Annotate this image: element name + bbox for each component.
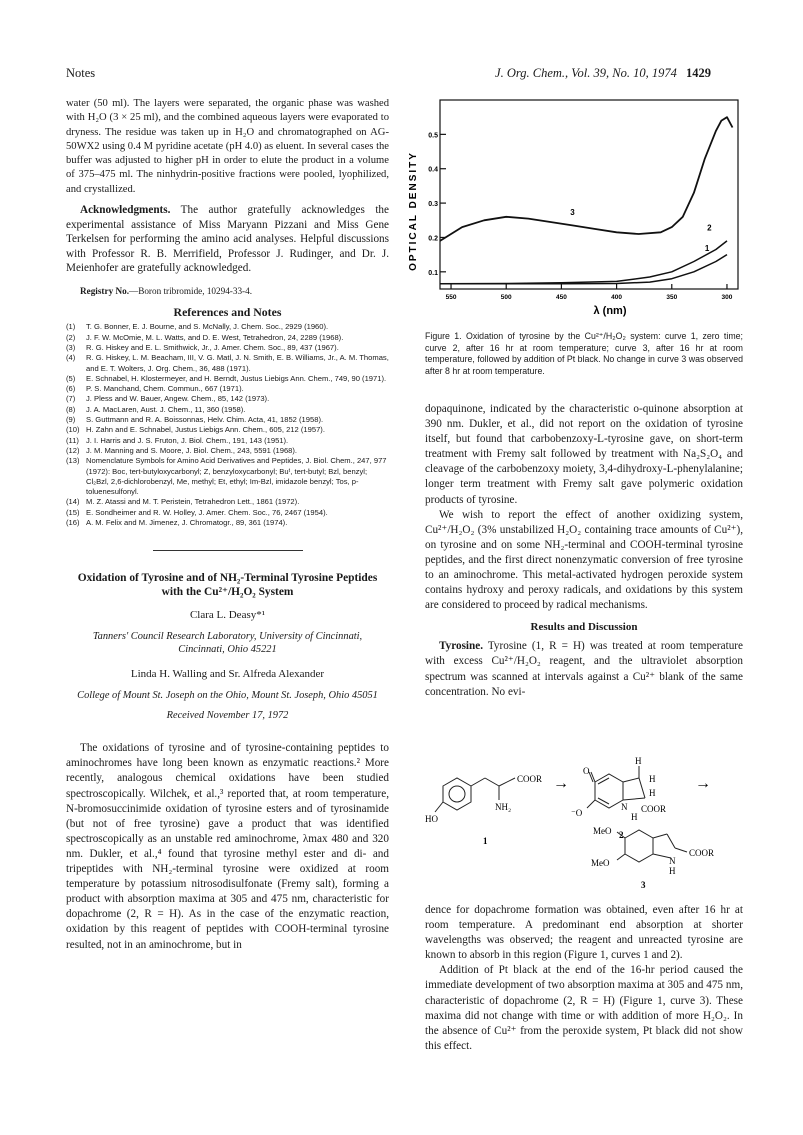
reference-text: P. S. Manchand, Chem. Commun., 667 (1971).	[86, 384, 244, 394]
reference-item	[66, 446, 389, 456]
reference-number: (9)	[66, 415, 76, 425]
curve-2-line	[440, 241, 727, 284]
compound-3-indole	[617, 830, 687, 862]
c1-nh2: NH₂	[495, 802, 512, 812]
reference-text: M. Z. Atassi and M. T. Peristein, Tetrahedron Lett., 1861 (1972).	[86, 497, 300, 507]
reference-number: (6)	[66, 384, 76, 394]
article-divider	[153, 550, 303, 551]
uv-spectrum-chart	[402, 96, 742, 324]
reference-text: Nomenclature Symbols for Amino Acid Derivatives and Peptides, J. Biol. Chem., 247, 977 (1972): Boc, tert-butyloxycarbonyl; Z, benzyloxycarbonyl; Buᵗ, tert-butyl; Bzl, benzyl; Cl₂Bzl, 2,6-dichlorobenzyl, Me, methyl; Et, ethyl; Im-Bzl, imidazole benzyl; Tos, p-toluenesulfonyl.	[86, 456, 387, 497]
tyrosine-text: Tyrosine (1, R = H) was treated at room temperature with excess Cu²⁺/H₂O₂ reagent, and the ultraviolet absorption spectrum was scanned at intervals against a Cu²⁺ blank of the same concentration. No evi-	[425, 640, 743, 698]
reference-number: (14)	[66, 497, 80, 507]
reference-text: J. Pless and W. Bauer, Angew. Chem., 85, 142 (1973).	[86, 394, 270, 404]
y-tick-label: 0.5	[428, 132, 438, 140]
reference-item	[66, 394, 389, 404]
curve-1-label: 1	[704, 244, 710, 254]
y-tick-label: 0.4	[428, 166, 438, 174]
reference-text: J. I. Harris and J. S. Fruton, J. Biol. Chem., 191, 143 (1951).	[86, 435, 289, 445]
c3-nh: H	[669, 866, 676, 876]
reference-item	[66, 333, 389, 343]
reference-number: (15)	[66, 507, 80, 517]
x-tick-label: 550	[445, 294, 457, 301]
registry-line	[66, 284, 389, 298]
reference-text: A. M. Felix and M. Jimenez, J. Chromatogr., 89, 361 (1974).	[86, 517, 288, 527]
reference-number: (8)	[66, 404, 76, 414]
author-secondary: Linda H. Walling and Sr. Alfreda Alexander	[130, 668, 325, 681]
reference-number: (5)	[66, 373, 76, 383]
c3-cooh: COOR	[689, 848, 715, 858]
reference-number: (4)	[66, 353, 76, 363]
tyrosine-paragraph	[425, 639, 743, 699]
reaction-scheme-structures	[425, 756, 743, 890]
reference-item	[66, 353, 389, 374]
reference-item	[66, 436, 389, 446]
reference-text: E. Schnabel, H. Klostermeyer, and H. Berndt, Justus Liebigs Ann. Chem., 749, 90 (1971).	[86, 373, 387, 383]
reference-item	[66, 456, 389, 497]
reference-item	[66, 343, 389, 353]
end-absorption-paragraph: dence for dopachrome formation was obtained, even after 16 hr at room temperature. A predominant end absorption at shorter wavelengths was observed; the reagent and unreacted tyrosine are known to absorb in this region (Figure 1, curves 1 and 2).	[425, 904, 743, 962]
reference-item	[66, 405, 389, 415]
reaction-arrow-2: →	[695, 775, 711, 792]
reference-item	[66, 415, 389, 425]
x-tick-label: 300	[721, 294, 733, 301]
c2-cooh: COOR	[641, 804, 667, 814]
y-tick-label: 0.3	[428, 201, 438, 209]
compound-1-number: 1	[483, 836, 488, 846]
compound-2-number: 2	[619, 830, 624, 840]
intro-paragraph: The oxidations of tyrosine and of tyrosine-containing peptides to aminochromes have long been known as enzymatic reactions.² More recently, analogous chemical oxidations have been studied spectroscopically. Wilchek, et al.,³ reported that, at room temperature, N-bromosuccinimide oxidation of tyrosine esters and of tyrosinamide (but not of free tyrosine) gave a product that was identified spectroscopically as an unstable red aminochrome, λmax 480 and 320 nm. Dukler, et al.,⁴ found that tyrosine methyl ester and di- and tripeptides with NH₂-terminal tyrosine were oxidized at room temperature by potassium nitrosodisulfonate (Fremy salt), forming a product with absorption maxima at 305 and 475 nm, characteristic for dopachrome (2, R = H). As in the case of the enzymatic reaction, oxidation by this reagent of peptides with COOH-terminal tyrosine resulted, not in an aminochrome, but in	[66, 742, 389, 951]
reference-item	[66, 497, 389, 507]
article-title: Oxidation of Tyrosine and of NH₂-Terminal Tyrosine Peptides with the Cu²⁺/H₂O₂ System	[77, 572, 378, 599]
reference-number: (3)	[66, 342, 76, 352]
experimental-end-paragraph: water (50 ml). The layers were separated, the organic phase was washed with H₂O (3 × 25 ml), and the combined aqueous layers were evaporated to dryness. The residue was taken up in H₂O and chromatographed on AG-50WX2 using 0.4 M pyridine acetate (pH 4.0) as eluent. In several cases the buffer was adjusted to higher pH in order to elute the product in a volume of 375–475 ml. The ninhydrin-positive fractions were pooled, lyophilized, and crystallized.	[66, 98, 390, 195]
reference-item	[66, 425, 389, 435]
compound-3-number: 3	[641, 880, 646, 890]
reference-item	[66, 508, 389, 518]
pt-black-paragraph: Addition of Pt black at the end of the 16-hr period caused the immediate development of two absorption maxima at 305 and 475 nm, characteristic of dopachrome (2, R = H) (Figure 1, curve 3). These maxima did not change with time or with addition of more H₂O₂. In the absence of Cu²⁺ from the peroxide system, Pt black did not show this effect.	[425, 964, 743, 1052]
curve-1-line	[440, 255, 727, 284]
reference-text: J. F. W. McOmie, M. L. Watts, and D. E. West, Tetrahedron, 24, 2289 (1968).	[86, 332, 344, 342]
c3-meo-bottom: MeO	[591, 858, 610, 868]
y-axis-label: OPTICAL DENSITY	[408, 151, 419, 271]
c1-cooh: COOR	[517, 774, 543, 784]
acknowledgments-text: The author gratefully acknowledges the experimental assistance of Miss Maryann Pizzani and Miss Gene Terkelsen for performing the amino acid analyses. Helpful discussions with Professor R. B. Merrifield, Professor J. Rudinger, and Dr. J. Meienhofer are gratefully acknowledged.	[66, 204, 389, 275]
reference-text: R. G. Hiskey, L. M. Beacham, III, V. G. Matl, J. N. Smith, E. B. Williams, Jr., A. M. Thomas, and E. T. Wolters, J. Org. Chem., 36, 488 (1971).	[86, 353, 389, 373]
acknowledgments-label: Acknowledgments.	[80, 204, 171, 217]
c3-meo-top: MeO	[593, 826, 612, 836]
x-tick-label: 350	[666, 294, 678, 301]
curve-2-label: 2	[707, 223, 712, 233]
reference-item	[66, 374, 389, 384]
reference-item	[66, 322, 389, 332]
reference-text: T. G. Bonner, E. J. Bourne, and S. McNally, J. Chem. Soc., 2929 (1960).	[86, 322, 329, 332]
page-number: 1429	[686, 66, 711, 80]
curve-3-label: 3	[570, 208, 575, 218]
reference-number: (1)	[66, 322, 76, 332]
left-column	[66, 97, 389, 953]
figure-caption: Figure 1. Oxidation of tyrosine by the Cu²⁺/H₂O₂ system: curve 1, zero time; curve 2, after 16 hr at room temperature; curve 3, after 16 hr at room temperature, followed by addition of Pt black. No change in curve 3 was observed after 8 hr at room temperature.	[425, 331, 743, 376]
c2-oxo: O	[583, 766, 590, 776]
tyrosine-label: Tyrosine.	[439, 640, 484, 653]
reference-number: (11)	[66, 435, 79, 445]
affiliation-secondary: College of Mount St. Joseph on the Ohio, Mount St. Joseph, Ohio 45051	[77, 690, 378, 702]
registry-text: —Boron tribromide, 10294-33-4.	[129, 286, 252, 297]
reference-text: S. Guttmann and R. A. Boissonnas, Helv. Chim. Acta, 41, 1852 (1958).	[86, 415, 324, 425]
c2-h-low: H	[649, 788, 656, 798]
registry-label: Registry No.	[80, 286, 129, 297]
reference-number: (16)	[66, 517, 80, 527]
x-tick-label: 400	[611, 294, 623, 301]
c1-ho: HO	[425, 814, 438, 824]
y-tick-label: 0.2	[428, 235, 438, 243]
references-heading: References and Notes	[173, 305, 282, 320]
reaction-arrow-1: →	[553, 775, 569, 792]
reaction-scheme	[425, 756, 743, 890]
reference-item	[66, 518, 389, 528]
reference-text: R. G. Hiskey and E. L. Smithwick, Jr., J. Amer. Chem. Soc., 89, 437 (1967).	[86, 342, 339, 352]
reference-item	[66, 384, 389, 394]
reference-text: J. A. MacLaren, Aust. J. Chem., 11, 360 (1958).	[86, 404, 246, 414]
results-heading: Results and Discussion	[530, 621, 638, 634]
references-list	[66, 322, 389, 528]
reference-number: (7)	[66, 394, 76, 404]
running-head-left: Notes	[66, 66, 96, 80]
reference-number: (12)	[66, 445, 80, 455]
affiliation-primary: Tanners' Council Research Laboratory, University of Cincinnati, Cincinnati, Ohio 45221	[92, 631, 363, 656]
reference-number: (2)	[66, 332, 76, 342]
acknowledgments-paragraph	[66, 203, 389, 276]
c2-h-top: H	[635, 756, 642, 766]
x-axis-label: λ (nm)	[593, 305, 627, 317]
x-tick-label: 450	[555, 294, 567, 301]
reference-text: E. Sondheimer and R. W. Holley, J. Amer. Chem. Soc., 76, 2467 (1954).	[86, 507, 328, 517]
running-head-journal	[495, 66, 711, 81]
received-date: Received November 17, 1972	[166, 710, 289, 722]
c2-h-mid: H	[649, 774, 656, 784]
c3-nitrogen: N	[669, 856, 676, 866]
c2-nitrogen: N	[621, 802, 628, 812]
c2-nh: H	[631, 812, 638, 822]
reference-number: (13)	[66, 456, 80, 466]
reference-text: H. Zahn and E. Schnabel, Justus Liebigs Ann. Chem., 605, 212 (1957).	[86, 425, 325, 435]
right-column-top	[425, 402, 743, 700]
journal-citation: J. Org. Chem., Vol. 39, No. 10, 1974	[495, 66, 677, 80]
reference-number: (10)	[66, 425, 80, 435]
dopaquinone-paragraph: dopaquinone, indicated by the characteristic o-quinone absorption at 390 nm. Dukler, et al., did not report on the oxidation of tyrosine itself, but found that carbobenzoxy-L-tyrosine gave, on short-term treatment with Fremy salt followed by treatment with Na₂S₂O₄ and cleavage of the carbobenzoxy moiety, 3,4-dihydroxy-L-phenylalanine; longer term treatment with Fremy salt gave polymeric oxidation products of tyrosine.	[425, 403, 743, 506]
author-primary: Clara L. Deasy*¹	[189, 609, 266, 622]
curve-3-line	[440, 117, 733, 241]
y-tick-label: 0.1	[428, 269, 438, 277]
compound-2-dopachrome	[587, 766, 645, 808]
cu-h2o2-paragraph: We wish to report the effect of another oxidizing system, Cu²⁺/H₂O₂ (3% unstabilized H₂O₂ containing trace amounts of Cu²⁺), on tyrosine and on some NH₂-terminal and COOH-terminal tyrosine peptides, and the first direct nonenzymatic conversion of free tyrosine to an aminochrome. This metal-activated hydrogen peroxide system contains hydroxy and peroxy radicals, and oxidations by this system are considered to proceed by radical mechanisms.	[425, 508, 743, 612]
figure-1	[402, 96, 742, 324]
x-tick-label: 500	[500, 294, 512, 301]
reference-text: J. M. Manning and S. Moore, J. Biol. Chem., 243, 5591 (1968).	[86, 445, 298, 455]
right-column-bottom	[425, 903, 743, 1054]
c2-phenoxide: ⁻O	[571, 808, 583, 818]
